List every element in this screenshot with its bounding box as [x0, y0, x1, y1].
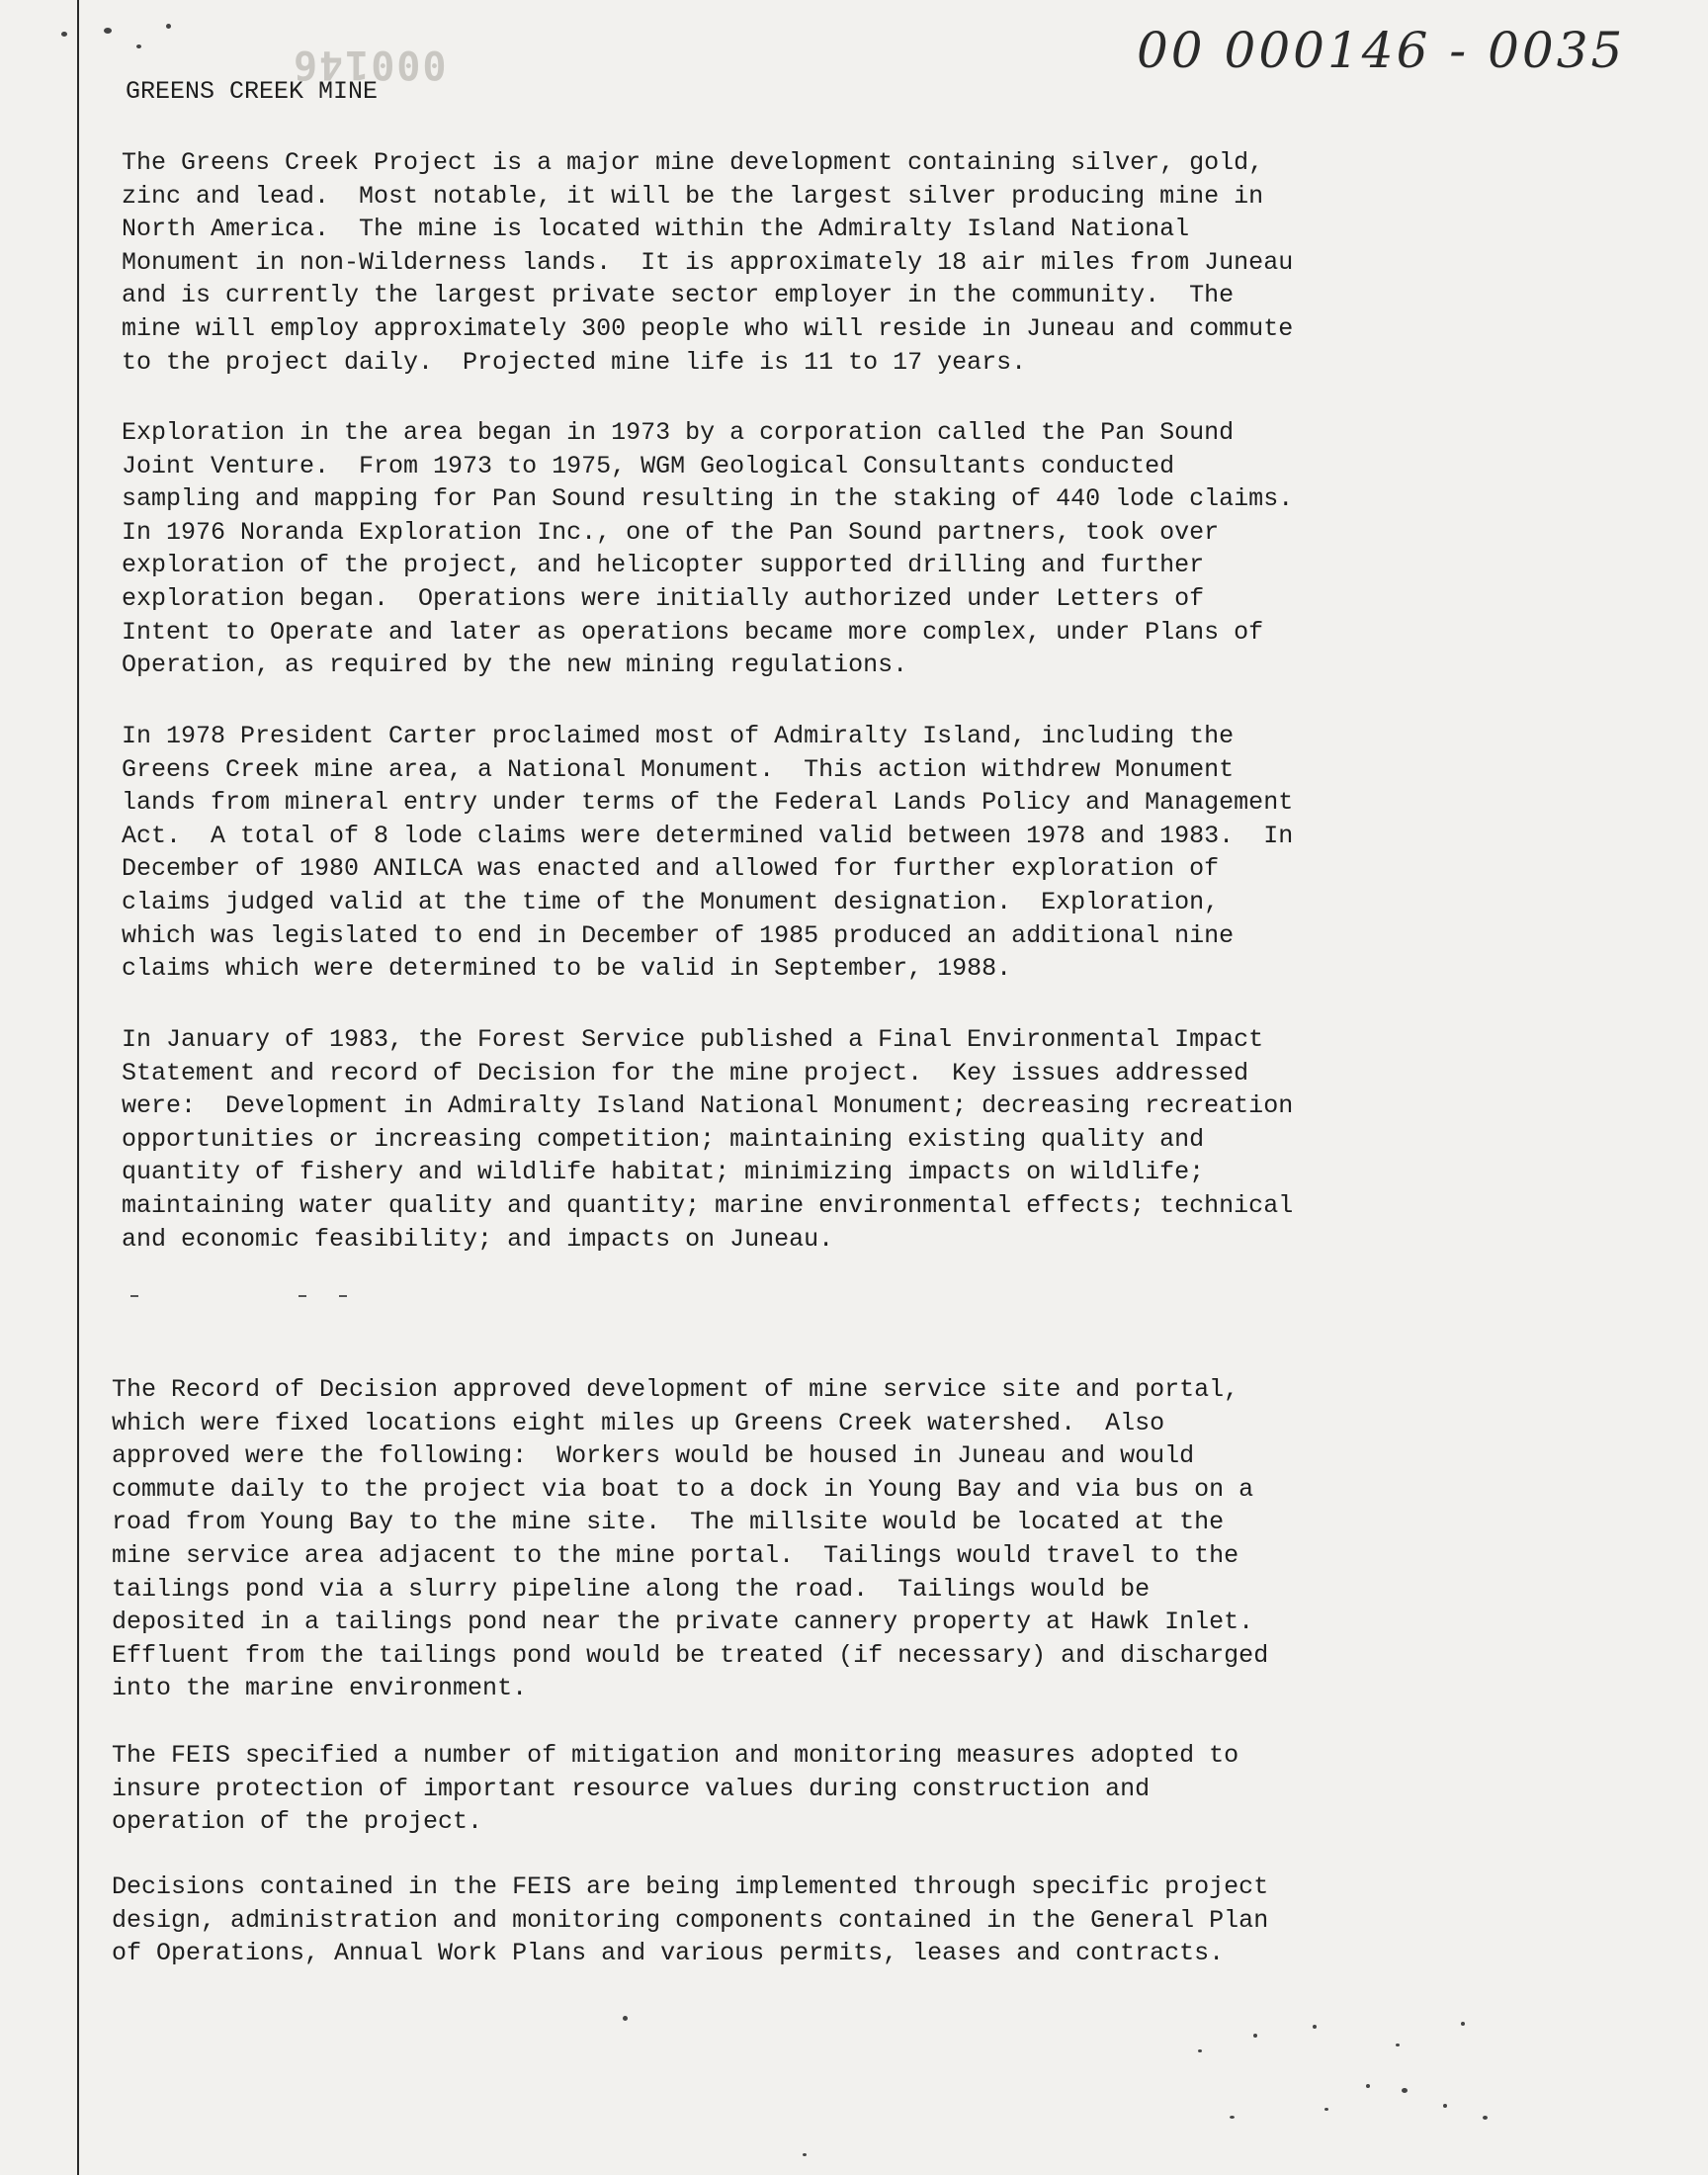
scan-artifact-dash — [339, 1295, 347, 1297]
scan-artifact-speck — [166, 24, 171, 29]
scan-artifact-speck — [1313, 2025, 1317, 2029]
document-title: GREENS CREEK MINE — [126, 77, 379, 106]
scan-artifact-speck — [1253, 2034, 1257, 2038]
paragraph-project-overview: The Greens Creek Project is a major mine development containing silver, gold, zinc and lead. Most notable, it will be the largest silver producing mine in North America. The mine is located within the Admiralty Island National Monument in non-Wilderness lands. It is approximately 18 air miles from Juneau and is currently the largest private sector employer in the community. The mine will employ approximately 300 people who will reside in Juneau and commute to the project daily. Projected mine life is 11 to 17 years. — [122, 148, 1294, 377]
paragraph-mitigation-measures: The FEIS specified a number of mitigation and monitoring measures adopted to insure protection of important resource values during construction and operation of the project. — [112, 1741, 1239, 1837]
paragraph-implementation: Decisions contained in the FEIS are being implemented through specific project design, administration and monitoring components contained in the General Plan of Operations, Annual Work Plans and various permits, leases and contracts. — [112, 1872, 1269, 1968]
scan-artifact-speck — [104, 28, 112, 34]
scan-artifact-speck — [1483, 2116, 1488, 2120]
paragraph-exploration-history: Exploration in the area began in 1973 by a corporation called the Pan Sound Joint Venture. From 1973 to 1975, WGM Geological Consultants conducted sampling and mapping for Pan Sound resulting in the staking of 440 lode claims. In 1976 Noranda Exploration Inc., one of the Pan Sound partners, took over exploration of the project, and helicopter supported drilling and further exploration began. Operations were initially authorized under Letters of Intent to Operate and later as operations became more complex, under Plans of Operation, as required by the new mining regulations. — [122, 418, 1294, 680]
scan-artifact-speck — [1366, 2084, 1370, 2088]
scan-artifact-speck — [61, 32, 67, 37]
scan-artifact-speck — [1443, 2104, 1447, 2108]
scan-artifact-speck — [1230, 2116, 1235, 2119]
handwritten-document-number: 00 000146 - 0035 — [1137, 22, 1626, 79]
scan-artifact-dash — [299, 1295, 306, 1297]
scan-artifact-speck — [623, 2016, 628, 2021]
scan-artifact-speck — [1396, 2044, 1400, 2046]
paragraph-environmental-impact-statement: In January of 1983, the Forest Service published a Final Environmental Impact Statement and record of Decision for the mine project. Key issues addressed were: Development in Admiralty Island National Monument; decreasing recreation opportunities or increasing competition; maintaining existing quality and quantity of fishery and wildlife habitat; minimizing impacts on wildlife; maintaining water quality and quantity; marine environmental effects; technical and economic feasibility; and impacts on Juneau. — [122, 1025, 1294, 1254]
paragraph-record-of-decision: The Record of Decision approved development of mine service site and portal, which were fixed locations eight miles up Greens Creek watershed. Also approved were the following: Workers would be housed in Juneau and would commute daily to the project via boat to a dock in Young Bay and via bus on a road from Young Bay to the mine site. The millsite would be located at the mine service area adjacent to the mine portal. Tailings would travel to the tailings pond via a slurry pipeline along the road. Tailings would be deposited in a tailings pond near the private cannery property at Hawk Inlet. Effluent from the tailings pond would be treated (if necessary) and discharged into the marine environment. — [112, 1375, 1269, 1703]
paragraph-national-monument: In 1978 President Carter proclaimed most of Admiralty Island, including the Greens Creek mine area, a National Monument. This action withdrew Monument lands from mineral entry under terms of the Federal Lands Policy and Management Act. A total of 8 lode claims were determined valid between 1978 and 1983. In December of 1980 ANILCA was enacted and allowed for further exploration of claims judged valid at the time of the Monument designation. Exploration, which was legislated to end in December of 1985 produced an additional nine claims which were determined to be valid in September, 1988. — [122, 722, 1294, 984]
scan-artifact-speck — [1461, 2022, 1465, 2026]
scan-artifact-dash — [130, 1295, 138, 1297]
scan-artifact-speck — [803, 2153, 807, 2156]
faint-stamp-number: 000146 — [292, 42, 447, 87]
page-left-margin-rule — [77, 0, 79, 2175]
scan-artifact-speck — [1402, 2088, 1408, 2093]
scan-artifact-speck — [1198, 2049, 1202, 2052]
scan-artifact-speck — [136, 44, 141, 48]
scan-artifact-speck — [1324, 2108, 1328, 2111]
